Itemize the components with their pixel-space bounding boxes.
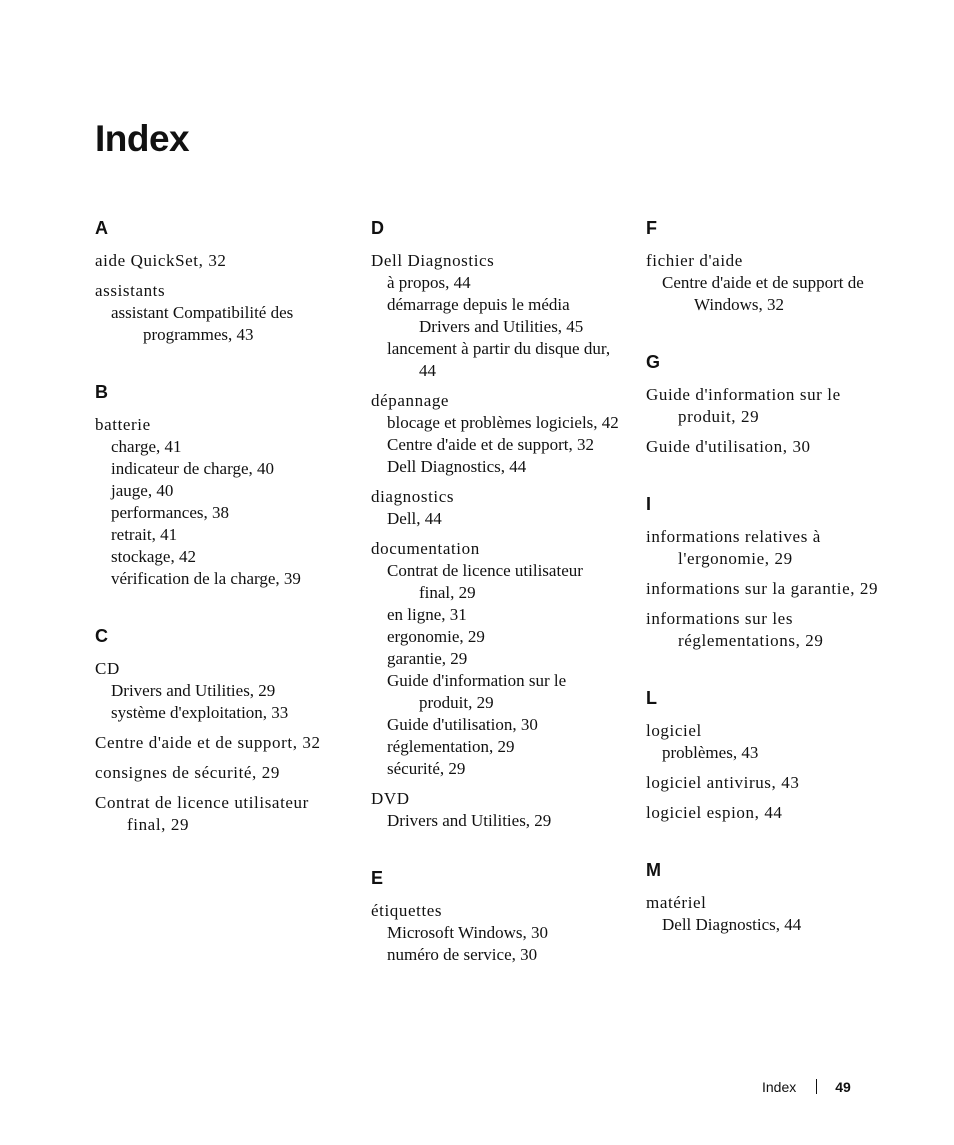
index-section — [95, 625, 345, 836]
index-subentry: à propos, 44 — [387, 273, 471, 292]
index-subentry: jauge, 40 — [111, 481, 174, 500]
index-subentry: Centre d'aide et de support, 32 — [387, 435, 595, 454]
section-letter: B — [95, 382, 108, 402]
index-entry — [95, 280, 345, 346]
footer-divider — [816, 1079, 817, 1094]
index-entry-term: logiciel antivirus, 43 — [646, 773, 800, 792]
index-subentry: système d'exploitation, 33 — [111, 703, 289, 722]
index-section — [646, 493, 896, 652]
index-entry — [95, 658, 345, 724]
index-subentry: Drivers and Utilities, 29 — [387, 811, 552, 830]
index-entry-term: DVD — [371, 789, 410, 808]
index-entry-term: aide QuickSet, 32 — [95, 251, 227, 270]
index-entry — [371, 900, 621, 966]
index-entry-term: Centre d'aide et de support, 32 — [95, 733, 321, 752]
index-subentry: numéro de service, 30 — [387, 945, 538, 964]
index-column-1 — [95, 217, 345, 871]
index-entry — [95, 414, 345, 590]
index-column-2 — [371, 217, 621, 1001]
index-entry — [646, 384, 896, 428]
index-subentry: blocage et problèmes logiciels, 42 — [387, 413, 619, 432]
index-entry — [646, 720, 896, 764]
index-subentry: lancement à partir du disque dur, 44 — [387, 339, 611, 380]
index-entry — [646, 250, 896, 316]
section-letter: E — [371, 868, 384, 888]
index-subentry: Dell Diagnostics, 44 — [662, 915, 802, 934]
index-entry-term: matériel — [646, 893, 707, 912]
index-entry — [646, 802, 896, 824]
index-entry-term: consignes de sécurité, 29 — [95, 763, 280, 782]
index-subentry: réglementation, 29 — [387, 737, 515, 756]
index-entry-term: diagnostics — [371, 487, 455, 506]
page-title: Index — [95, 118, 190, 159]
index-subentry: sécurité, 29 — [387, 759, 466, 778]
section-letter: A — [95, 218, 108, 238]
section-letter: D — [371, 218, 384, 238]
section-letter: C — [95, 626, 108, 646]
index-entry-term: documentation — [371, 539, 480, 558]
index-entry — [95, 732, 345, 754]
index-subentry: garantie, 29 — [387, 649, 468, 668]
index-entry-term: Dell Diagnostics — [371, 251, 495, 270]
index-section — [371, 217, 621, 832]
index-entry-term: étiquettes — [371, 901, 443, 920]
index-subentry: Drivers and Utilities, 29 — [111, 681, 276, 700]
index-entry — [646, 892, 896, 936]
index-section — [371, 867, 621, 966]
index-entry — [371, 486, 621, 530]
page-footer — [762, 1077, 851, 1097]
index-subentry: Centre d'aide et de support de Windows, 32 — [662, 273, 864, 314]
index-entry — [646, 608, 896, 652]
index-entry — [646, 526, 896, 570]
index-section — [646, 859, 896, 936]
index-subentry: performances, 38 — [111, 503, 230, 522]
section-letter: M — [646, 860, 661, 880]
index-subentry: Microsoft Windows, 30 — [387, 923, 548, 942]
index-entry — [646, 772, 896, 794]
index-subentry: Dell, 44 — [387, 509, 442, 528]
section-letter: F — [646, 218, 657, 238]
index-section — [646, 687, 896, 824]
index-entry — [371, 390, 621, 478]
index-subentry: indicateur de charge, 40 — [111, 459, 275, 478]
section-letter: G — [646, 352, 661, 372]
index-entry-term: batterie — [95, 415, 151, 434]
index-entry-term: informations relatives à l'ergonomie, 29 — [646, 527, 821, 568]
index-section — [95, 381, 345, 590]
index-column-3 — [646, 217, 896, 971]
index-subentry: stockage, 42 — [111, 547, 196, 566]
index-section — [95, 217, 345, 346]
footer-label: Index — [762, 1079, 797, 1095]
index-entry — [646, 436, 896, 458]
index-entry-term: CD — [95, 659, 120, 678]
index-entry — [371, 788, 621, 832]
index-entry-term: fichier d'aide — [646, 251, 743, 270]
index-subentry: en ligne, 31 — [387, 605, 467, 624]
index-entry-term: logiciel espion, 44 — [646, 803, 783, 822]
index-entry — [95, 792, 345, 836]
index-entry-term: logiciel — [646, 721, 702, 740]
index-entry-term: informations sur les réglementations, 29 — [646, 609, 824, 650]
index-subentry: problèmes, 43 — [662, 743, 759, 762]
index-entry-term: dépannage — [371, 391, 450, 410]
index-subentry: assistant Compatibilité des programmes, 43 — [111, 303, 294, 344]
index-entry-term: Contrat de licence utilisateur final, 29 — [95, 793, 309, 834]
section-letter: L — [646, 688, 657, 708]
index-entry — [371, 250, 621, 382]
index-subentry: Dell Diagnostics, 44 — [387, 457, 527, 476]
index-entry — [95, 250, 345, 272]
index-subentry: vérification de la charge, 39 — [111, 569, 301, 588]
index-section — [646, 351, 896, 458]
index-entry — [646, 578, 896, 600]
index-entry-term: informations sur la garantie, 29 — [646, 579, 879, 598]
index-subentry: démarrage depuis le média Drivers and Utilities, 45 — [387, 295, 584, 336]
index-entry-term: assistants — [95, 281, 166, 300]
index-subentry: Guide d'utilisation, 30 — [387, 715, 538, 734]
index-section — [646, 217, 896, 316]
index-entry-term: Guide d'utilisation, 30 — [646, 437, 811, 456]
index-subentry: charge, 41 — [111, 437, 182, 456]
index-subentry: ergonomie, 29 — [387, 627, 485, 646]
index-entry-term: Guide d'information sur le produit, 29 — [646, 385, 841, 426]
index-subentry: Contrat de licence utilisateur final, 29 — [387, 561, 583, 602]
index-entry — [95, 762, 345, 784]
index-entry — [371, 538, 621, 780]
index-subentry: retrait, 41 — [111, 525, 178, 544]
index-subentry: Guide d'information sur le produit, 29 — [387, 671, 567, 712]
page-number: 49 — [835, 1079, 851, 1095]
section-letter: I — [646, 494, 652, 514]
